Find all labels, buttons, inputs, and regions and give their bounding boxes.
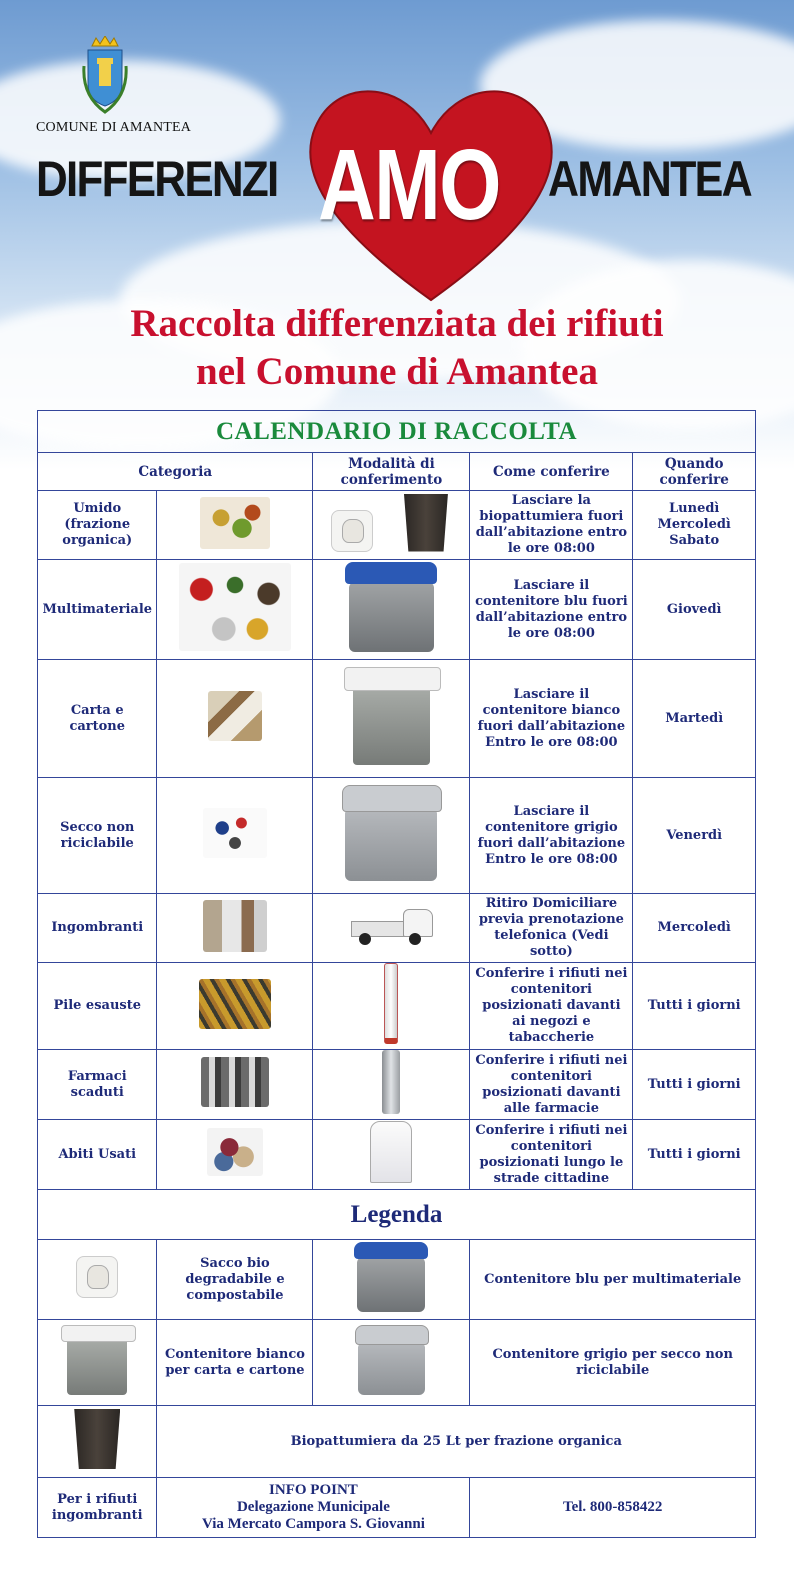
row-how: Ritiro Domiciliare previa prenotazione telefonica (Vedi sotto) <box>470 894 633 963</box>
info-point <box>157 1478 470 1538</box>
row-when: Giovedì <box>633 560 756 660</box>
row-how: Lasciare il contenitore blu fuori dall’abitazione entro le ore 08:00 <box>470 560 633 660</box>
row-when: Tutti i giorni <box>633 1120 756 1190</box>
footer-row <box>38 1478 756 1538</box>
bulky-waste-photo <box>203 900 267 952</box>
footer-label: Per i rifiuti ingombranti <box>38 1478 157 1538</box>
row-category: Umido (frazione organica) <box>38 491 157 560</box>
calendar-title: CALENDARIO DI RACCOLTA <box>38 411 756 453</box>
row-how: Lasciare il contenitore grigio fuori dall’abitazione Entro le ore 08:00 <box>470 778 633 894</box>
row-when: Martedì <box>633 660 756 778</box>
row-how: Conferire i rifiuti nei contenitori posizionati davanti ai negozi e tabaccherie <box>470 963 633 1050</box>
collection-calendar-table <box>37 410 756 1538</box>
grey-bin-icon <box>355 1325 427 1395</box>
table-row <box>38 560 756 660</box>
multimaterial-photo <box>179 563 291 651</box>
table-row <box>38 894 756 963</box>
brand-right: AMANTEA <box>548 151 751 207</box>
legend-blu: Contenitore blu per multimateriale <box>470 1240 756 1320</box>
row-when: Tutti i giorni <box>633 1050 756 1120</box>
legend-bianco: Contenitore bianco per carta e cartone <box>157 1320 313 1406</box>
title-line-2: nel Comune di Amantea <box>196 350 598 393</box>
info-line-3: Via Mercato Campora S. Giovanni <box>201 1516 425 1532</box>
table-row <box>38 963 756 1050</box>
brand-mid: AMO <box>318 129 500 241</box>
row-category: Farmaci scaduti <box>38 1050 157 1120</box>
paper-photo <box>208 691 262 741</box>
comune-label: COMUNE DI AMANTEA <box>36 120 192 135</box>
info-title: INFO POINT <box>269 1482 358 1498</box>
clothes-container-icon <box>370 1121 412 1183</box>
truck-icon <box>349 903 433 949</box>
table-row <box>38 778 756 894</box>
row-how: Lasciare il contenitore bianco fuori dall’abitazione Entro le ore 08:00 <box>470 660 633 778</box>
title-line-1: Raccolta differenziata dei rifiuti <box>130 302 664 345</box>
row-category: Carta e cartone <box>38 660 157 778</box>
bio-bag-icon <box>76 1256 118 1298</box>
medicines-photo <box>201 1057 269 1107</box>
header-quando: Quando conferire <box>633 453 756 491</box>
table-row <box>38 1120 756 1190</box>
biobin-icon <box>404 494 448 552</box>
row-category: Multimateriale <box>38 560 157 660</box>
table-row <box>38 491 756 560</box>
clothes-photo <box>207 1128 263 1176</box>
blue-bin-icon <box>354 1242 428 1312</box>
dry-waste-photo <box>203 808 267 858</box>
phone-number: Tel. 800-858422 <box>470 1478 756 1538</box>
page-title <box>0 300 794 396</box>
row-category: Abiti Usati <box>38 1120 157 1190</box>
row-category: Secco non riciclabile <box>38 778 157 894</box>
row-when: Venerdì <box>633 778 756 894</box>
legend-title: Legenda <box>38 1190 756 1240</box>
legend-grigio: Contenitore grigio per secco non riciclabile <box>470 1320 756 1406</box>
row-how: Conferire i rifiuti nei contenitori posizionati davanti alle farmacie <box>470 1050 633 1120</box>
blue-bin-icon <box>345 562 437 652</box>
table-row <box>38 1050 756 1120</box>
row-when: Tutti i giorni <box>633 963 756 1050</box>
info-line-2: Delegazione Municipale <box>236 1499 390 1515</box>
medicine-container-icon <box>382 1050 400 1114</box>
white-bin-icon <box>347 667 435 765</box>
batteries-photo <box>199 979 271 1029</box>
header-come: Come conferire <box>470 453 633 491</box>
legend-bio: Biopattumiera da 25 Lt per frazione organica <box>157 1406 756 1478</box>
legend-row <box>38 1240 756 1320</box>
biobin-icon <box>74 1409 120 1469</box>
organic-waste-photo <box>200 497 270 549</box>
row-how: Conferire i rifiuti nei contenitori posizionati lungo le strade cittadine <box>470 1120 633 1190</box>
legend-row <box>38 1406 756 1478</box>
legend-row <box>38 1320 756 1406</box>
row-how: Lasciare la biopattumiera fuori dall’abitazione entro le ore 08:00 <box>470 491 633 560</box>
battery-container-icon <box>384 963 398 1044</box>
row-when: Lunedì Mercoledì Sabato <box>633 491 756 560</box>
row-category: Pile esauste <box>38 963 157 1050</box>
table-row <box>38 660 756 778</box>
white-bin-icon <box>63 1325 131 1395</box>
bio-bag-icon <box>331 510 373 552</box>
brand-left: DIFFERENZI <box>36 151 278 207</box>
row-when: Mercoledì <box>633 894 756 963</box>
row-category: Ingombranti <box>38 894 157 963</box>
header-modalita: Modalità di conferimento <box>313 453 470 491</box>
grey-bin-icon <box>342 785 440 881</box>
legend-sacco: Sacco bio degradabile e compostabile <box>157 1240 313 1320</box>
crest-icon <box>80 36 130 116</box>
header-categoria: Categoria <box>38 453 313 491</box>
